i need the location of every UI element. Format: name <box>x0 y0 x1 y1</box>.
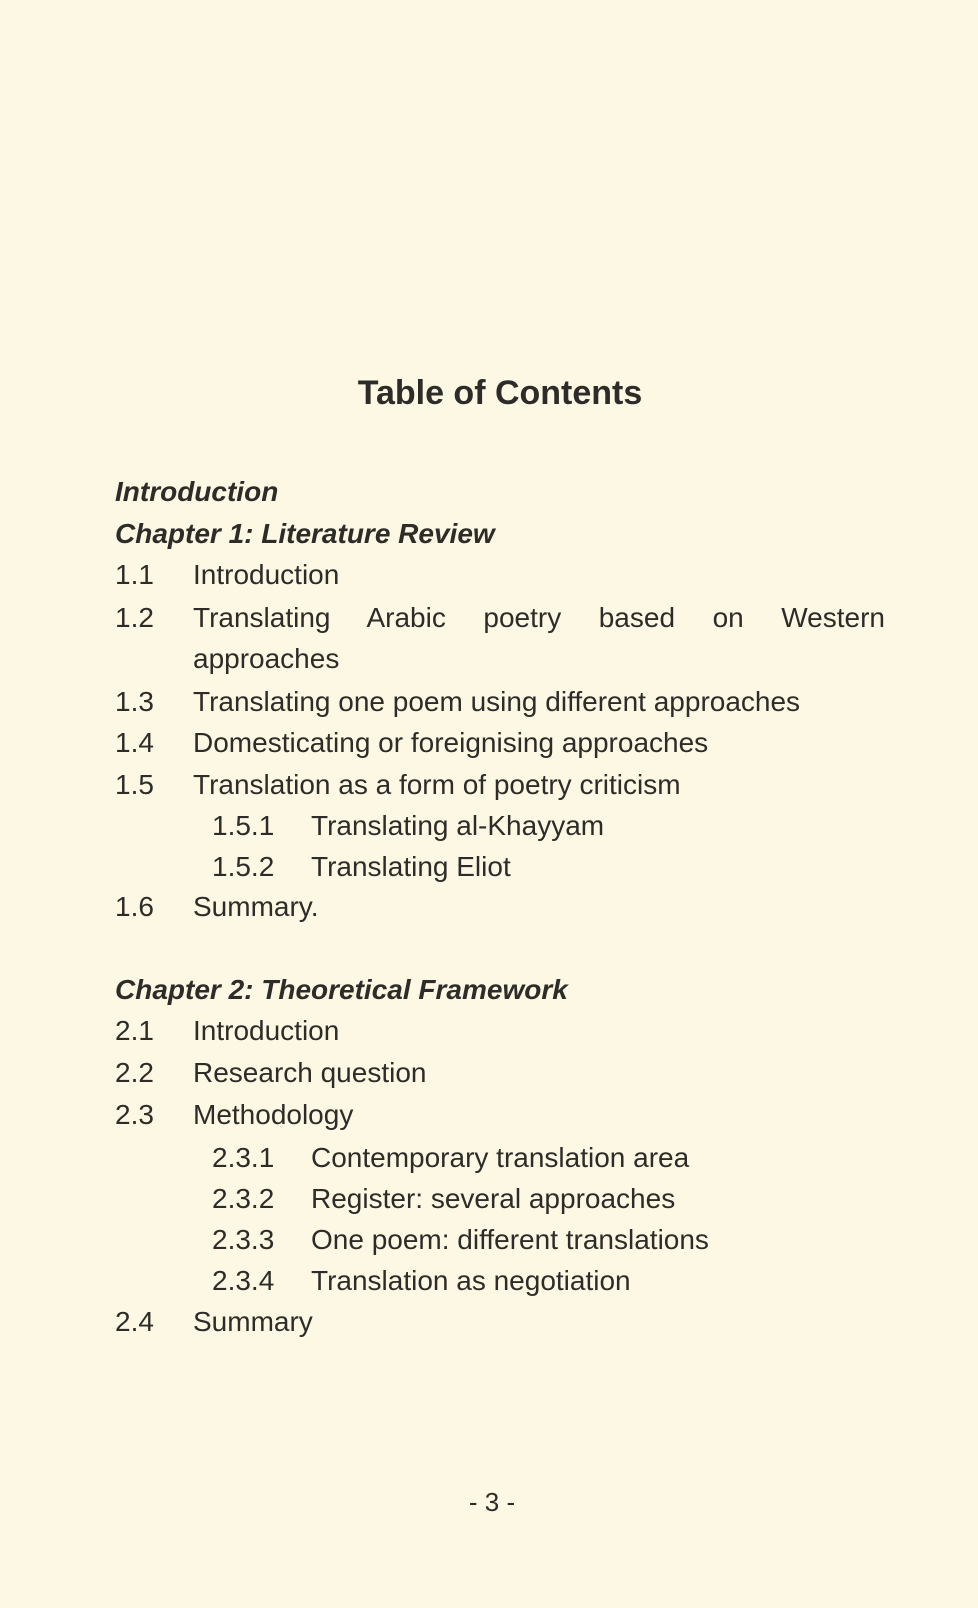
toc-entry: Translation as a form of poetry criticism <box>193 769 681 800</box>
toc-entry: Translating Arabic poetry based on Western <box>193 602 885 633</box>
toc-entry: Register: several approaches <box>311 1183 676 1214</box>
toc-number: 2.3 <box>115 1099 154 1130</box>
chapter-2-heading: Chapter 2: Theoretical Framework <box>115 974 568 1005</box>
toc-number: 2.4 <box>115 1306 154 1337</box>
toc-entry: Contemporary translation area <box>311 1142 690 1173</box>
toc-number: 2.3.1 <box>212 1142 275 1173</box>
toc-number: 1.5.1 <box>212 810 275 841</box>
toc-number: 1.5.2 <box>212 851 275 882</box>
toc-number: 1.2 <box>115 602 154 633</box>
toc-number: 1.6 <box>115 891 154 922</box>
toc-number: 2.3.3 <box>212 1224 275 1255</box>
toc-number: 2.1 <box>115 1015 154 1046</box>
toc-number: 1.4 <box>115 727 154 758</box>
toc-number: 2.3.4 <box>212 1265 275 1296</box>
toc-entry: One poem: different translations <box>311 1224 709 1255</box>
toc-number: 1.1 <box>115 559 154 590</box>
toc-entry: Domesticating or foreignising approaches <box>193 727 709 758</box>
page-number: - 3 - <box>468 1487 516 1517</box>
page-title: Table of Contents <box>357 374 643 412</box>
toc-entry: Research question <box>193 1057 427 1088</box>
toc-entry-continuation: approaches <box>193 643 340 674</box>
toc-introduction: Introduction <box>115 476 279 507</box>
toc-entry: Methodology <box>193 1099 354 1130</box>
toc-entry: Translation as negotiation <box>311 1265 631 1296</box>
toc-entry: Translating one poem using different approaches <box>193 686 801 717</box>
toc-entry: Introduction <box>193 1015 340 1046</box>
toc-entry: Introduction <box>193 559 340 590</box>
toc-entry: Translating Eliot <box>311 851 511 882</box>
toc-number: 2.3.2 <box>212 1183 275 1214</box>
toc-entry: Summary. <box>193 891 319 922</box>
toc-number: 1.5 <box>115 769 154 800</box>
toc-entry: Summary <box>193 1306 313 1337</box>
toc-number: 1.3 <box>115 686 154 717</box>
chapter-1-heading: Chapter 1: Literature Review <box>115 518 495 549</box>
toc-number: 2.2 <box>115 1057 154 1088</box>
toc-entry: Translating al-Khayyam <box>311 810 605 841</box>
